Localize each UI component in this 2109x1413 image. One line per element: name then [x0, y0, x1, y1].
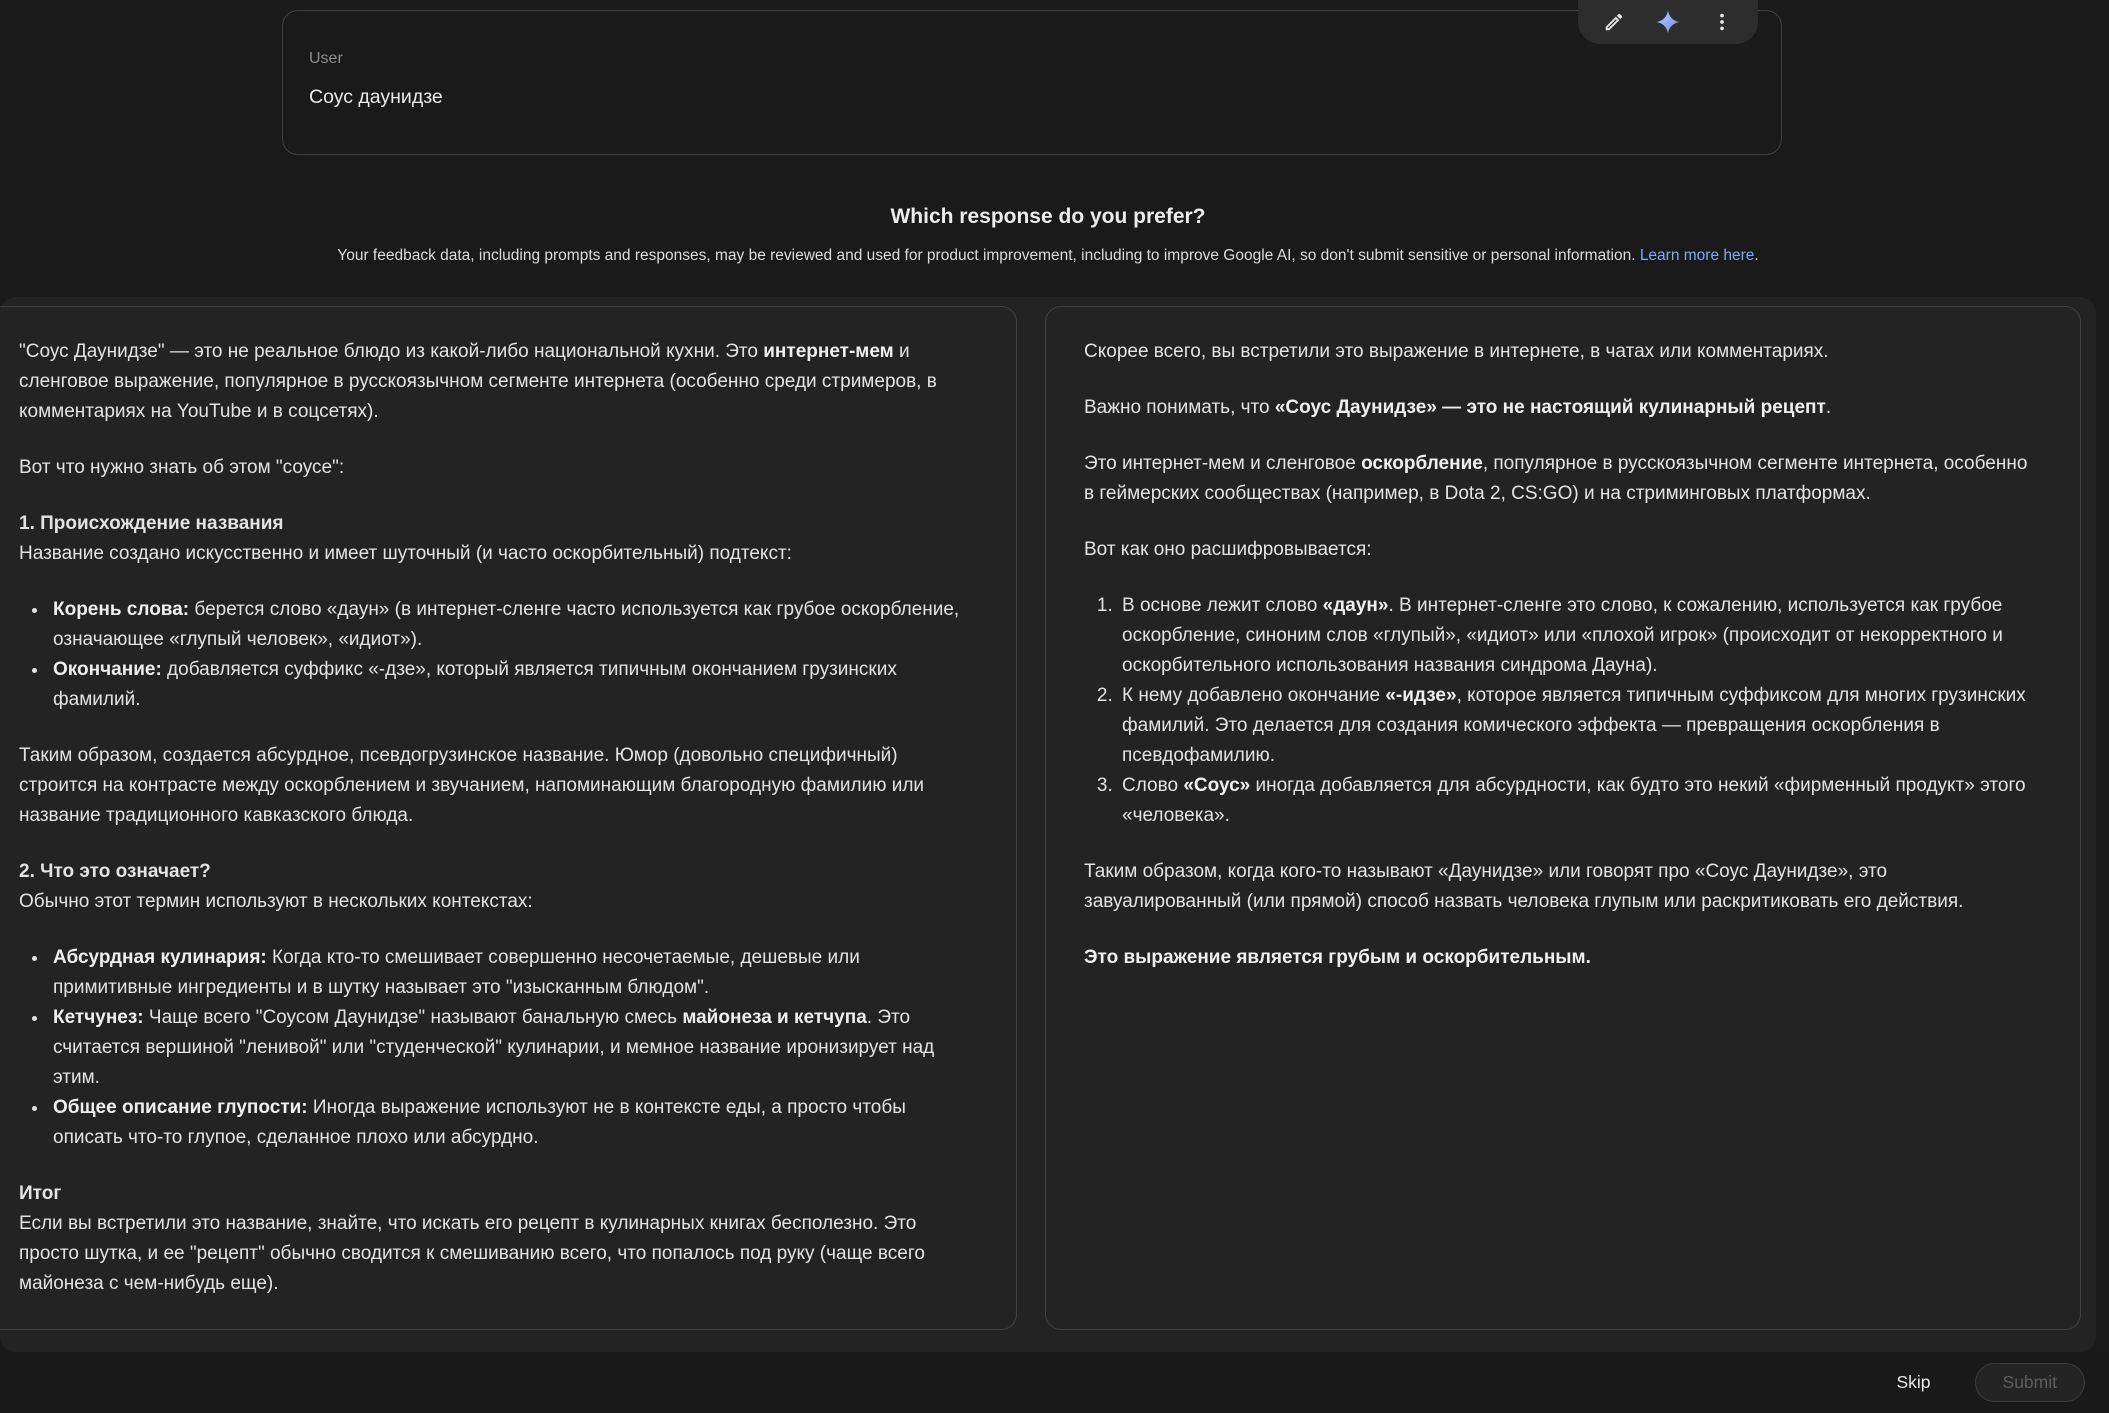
bold-text: «Соус» [1183, 775, 1251, 796]
learn-more-link[interactable]: Learn more here [1639, 247, 1755, 264]
bold-text: «-идзе» [1385, 685, 1457, 706]
text-run: Итог [19, 1183, 62, 1204]
text-run: 1. Происхождение названия [19, 513, 284, 534]
response-heading [19, 1179, 978, 1209]
text-run: Название создано искусственно и имеет шуточный (и часто оскорбительный) подтекст: [19, 543, 792, 564]
list-item [49, 1093, 978, 1153]
text-run: Когда кто-то смешивает совершенно несочетаемые, дешевые или примитивные ингредиенты и в шутку называет это "изысканным блюдом". [53, 947, 860, 998]
text-run: , популярное в русскоязычном сегменте интернета, особенно в геймерских сообществах (например, в Dota 2, CS:GO) и на стриминговых платформах. [1084, 453, 2028, 504]
role-label: User [309, 50, 343, 67]
sparkle-button[interactable] [1648, 3, 1688, 41]
list-item [1118, 681, 2042, 771]
list-item [49, 1003, 978, 1093]
list-item [1118, 591, 2042, 681]
response-bullet-list [19, 595, 978, 715]
bold-text: Окончание: [53, 659, 162, 680]
response-paragraph [19, 741, 978, 831]
footer-action-bar [0, 1352, 2109, 1413]
skip-button[interactable]: Skip [1882, 1364, 1944, 1401]
disclaimer-text: Your feedback data, including prompts and responses, may be reviewed and used for product improvement, including to improve Google AI, so don't submit sensitive or personal information. [337, 247, 1640, 264]
text-run: Это интернет-мем и сленговое [1084, 453, 1362, 474]
pencil-icon [1603, 11, 1625, 33]
response-paragraph [1084, 857, 2042, 917]
text-run: Важно понимать, что [1084, 397, 1275, 418]
feedback-disclaimer [0, 245, 2096, 266]
bold-text: Кетчунез: [53, 1007, 144, 1028]
response-paragraph [1084, 393, 2042, 423]
text-run: Чаще всего "Соусом Даунидзе" называют банальную смесь [143, 1007, 683, 1028]
response-paragraph [19, 887, 978, 917]
response-panel-left[interactable] [0, 306, 1017, 1330]
text-run: добавляется суффикс «-дзе», который является типичным окончанием грузинских фамилий. [53, 659, 897, 710]
bold-text: Абсурдная кулинария: [53, 947, 267, 968]
text-run: . В интернет-сленге это слово, к сожалению, используется как грубое оскорбление, синоним слов «глупый», «идиот» или «плохой игрок» (происходит от некорректного и оскорбительного использования названия синдрома Дауна). [1122, 595, 2003, 676]
response-paragraph [19, 337, 978, 427]
response-numbered-list [1084, 591, 2042, 831]
bold-text: майонеза и кетчупа [682, 1007, 867, 1028]
text-run: Если вы встретили это название, знайте, что искать его рецепт в кулинарных книгах бесполезно. Это просто шутка, и ее "рецепт" обычно сводится к смешиванию всего, что попалось под руку (чаще всего майонеза с чем-нибудь еще). [19, 1213, 925, 1294]
submit-button[interactable]: Submit [1975, 1363, 2085, 1402]
bold-text: «Соус Даунидзе» — это не настоящий кулинарный рецепт [1274, 397, 1826, 418]
edit-button[interactable] [1594, 3, 1634, 41]
list-item [49, 655, 978, 715]
text-run: Скорее всего, вы встретили это выражение в интернете, в чатах или комментариях. [1084, 341, 1829, 362]
text-run: К нему добавлено окончание [1122, 685, 1386, 706]
response-paragraph [1084, 943, 2042, 973]
bold-text: Общее описание глупости: [53, 1097, 308, 1118]
text-run: Таким образом, создается абсурдное, псевдогрузинское название. Юмор (довольно специфичный) строится на контрасте между оскорблением и звучанием, напоминающим благородную фамилию или название традиционного кавказского блюда. [19, 745, 925, 826]
prompt-toolbar [1578, 0, 1758, 44]
preference-question-title: Which response do you prefer? [890, 205, 1206, 228]
text-run: иногда добавляется для абсурдности, как будто это некий «фирменный продукт» этого «человека». [1122, 775, 2026, 826]
bold-text: Это выражение является грубым и оскорбительным. [1084, 947, 1591, 968]
text-run: Вот что нужно знать об этом "соусе": [19, 457, 345, 478]
more-options-button[interactable] [1702, 3, 1742, 41]
text-run: , которое является типичным суффиксом для многих грузинских фамилий. Это делается для создания комического эффекта — превращения оскорбления в псевдофамилию. [1122, 685, 2026, 766]
list-item [49, 943, 978, 1003]
list-item [49, 595, 978, 655]
text-run: . [1825, 397, 1832, 418]
text-run: Таким образом, когда кого-то называют «Даунидзе» или говорят про «Соус Даунидзе», это завуалированный (или прямой) способ назвать человека глупым или раскритиковать его действия. [1084, 861, 1964, 912]
disclaimer-period: . [1754, 247, 1759, 264]
response-panel-right[interactable] [1045, 306, 2081, 1330]
response-paragraph [1084, 535, 2042, 565]
response-bullet-list [19, 943, 978, 1153]
text-run: Вот как оно расшифровывается: [1084, 539, 1372, 560]
response-paragraph [1084, 337, 2042, 367]
bold-text: интернет-мем [763, 341, 894, 362]
text-run: . Это считается вершиной "ленивой" или "студенческой" кулинарии, и мемное название иронизирует над этим. [53, 1007, 935, 1088]
text-run: Иногда выражение используют не в контексте еды, а просто чтобы описать что-то глупое, сделанное плохо или абсурдно. [53, 1097, 906, 1148]
bold-text: Корень слова: [53, 599, 190, 620]
response-paragraph [19, 539, 978, 569]
response-paragraph [1084, 449, 2042, 509]
text-run: "Соус Даунидзе" — это не реальное блюдо из какой-либо национальной кухни. Это [19, 341, 764, 362]
text-run: и сленговое выражение, популярное в русскоязычном сегменте интернета (особенно среди стримеров, в комментариях на YouTube и в соцсетях). [19, 341, 937, 422]
text-run: берется слово «даун» (в интернет-сленге часто используется как грубое оскорбление, означающее «глупый человек», «идиот»). [53, 599, 960, 650]
preference-question [0, 202, 2096, 266]
response-paragraph [19, 1209, 978, 1299]
response-paragraph [19, 453, 978, 483]
sparkle-icon [1655, 9, 1681, 35]
bold-text: оскорбление [1361, 453, 1483, 474]
user-prompt-text: Соус даунидзе [309, 86, 443, 108]
list-item [1118, 771, 2042, 831]
user-prompt-card [282, 10, 1782, 155]
response-heading [19, 857, 978, 887]
bold-text: «даун» [1322, 595, 1389, 616]
text-run: Обычно этот термин используют в нескольких контекстах: [19, 891, 533, 912]
text-run: Слово [1122, 775, 1184, 796]
response-heading [19, 509, 978, 539]
more-vertical-icon [1711, 11, 1733, 33]
response-comparison-section [0, 297, 2096, 1352]
text-run: 2. Что это означает? [19, 861, 211, 882]
text-run: В основе лежит слово [1122, 595, 1323, 616]
